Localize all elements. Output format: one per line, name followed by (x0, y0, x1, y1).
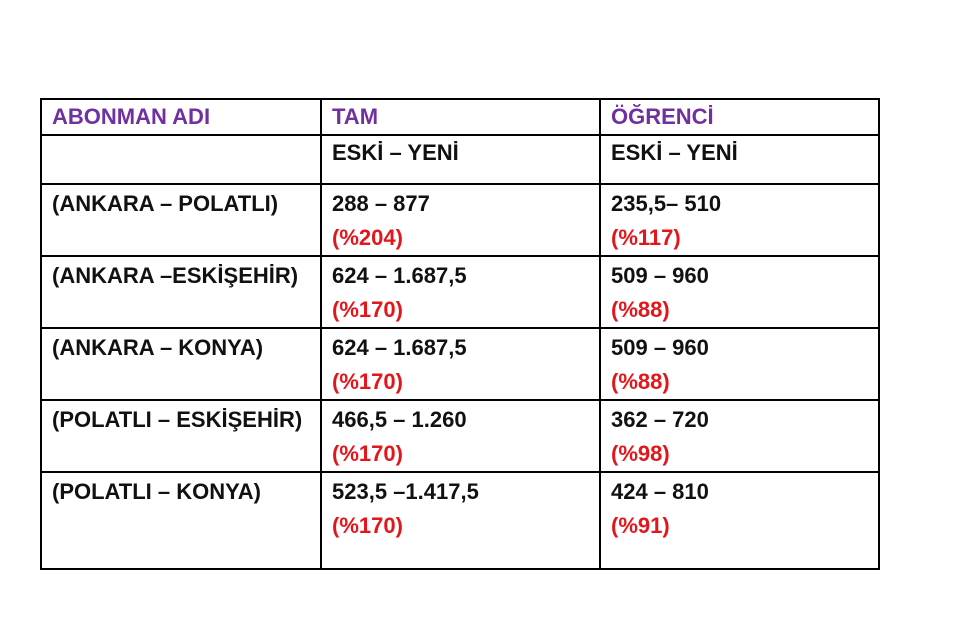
subheader-cell-ogrenci (600, 135, 879, 184)
percent-increase: (%88) (611, 369, 670, 394)
route-label: (POLATLI – KONYA) (52, 479, 262, 504)
price-range: 523,5 –1.417,5 (332, 479, 479, 504)
route-label: (ANKARA – POLATLI) (52, 191, 279, 216)
ogrenci-cell (600, 472, 879, 569)
tam-cell (321, 328, 600, 400)
tam-cell (321, 472, 600, 569)
header-label: ÖĞRENCİ (611, 104, 714, 129)
table-row (41, 472, 879, 569)
header-label: TAM (332, 104, 379, 129)
price-range: 624 – 1.687,5 (332, 263, 467, 288)
header-label: ABONMAN ADI (52, 104, 211, 129)
table-row (41, 184, 879, 256)
route-cell (41, 256, 321, 328)
ogrenci-cell (600, 256, 879, 328)
header-cell-tam (321, 99, 600, 135)
ogrenci-cell (600, 328, 879, 400)
table-row (41, 256, 879, 328)
price-range: 288 – 877 (332, 191, 430, 216)
table-row (41, 400, 879, 472)
percent-increase: (%91) (611, 513, 670, 538)
route-cell (41, 184, 321, 256)
percent-increase: (%88) (611, 297, 670, 322)
ogrenci-cell (600, 400, 879, 472)
header-cell-abonman (41, 99, 321, 135)
subheader-label: ESKİ – YENİ (611, 140, 738, 165)
route-label: (ANKARA – KONYA) (52, 335, 264, 360)
route-cell (41, 472, 321, 569)
header-row (41, 99, 879, 135)
route-label: (POLATLI – ESKİŞEHİR) (52, 407, 303, 432)
price-range: 235,5– 510 (611, 191, 722, 216)
route-cell (41, 400, 321, 472)
subheader-label: ESKİ – YENİ (332, 140, 459, 165)
route-cell (41, 328, 321, 400)
percent-increase: (%117) (611, 225, 681, 250)
tam-cell (321, 184, 600, 256)
subheader-row (41, 135, 879, 184)
table-row (41, 328, 879, 400)
price-range: 466,5 – 1.260 (332, 407, 467, 432)
subheader-cell-tam (321, 135, 600, 184)
price-range: 362 – 720 (611, 407, 709, 432)
tam-cell (321, 256, 600, 328)
percent-increase: (%170) (332, 297, 403, 322)
tam-cell (321, 400, 600, 472)
price-range: 624 – 1.687,5 (332, 335, 467, 360)
subheader-cell-empty (41, 135, 321, 184)
price-range: 509 – 960 (611, 263, 709, 288)
header-cell-ogrenci (600, 99, 879, 135)
price-range: 509 – 960 (611, 335, 709, 360)
percent-increase: (%170) (332, 441, 403, 466)
price-table (40, 98, 880, 570)
ogrenci-cell (600, 184, 879, 256)
percent-increase: (%170) (332, 513, 403, 538)
percent-increase: (%170) (332, 369, 403, 394)
route-label: (ANKARA –ESKİŞEHİR) (52, 263, 299, 288)
percent-increase: (%204) (332, 225, 403, 250)
price-range: 424 – 810 (611, 479, 709, 504)
percent-increase: (%98) (611, 441, 670, 466)
